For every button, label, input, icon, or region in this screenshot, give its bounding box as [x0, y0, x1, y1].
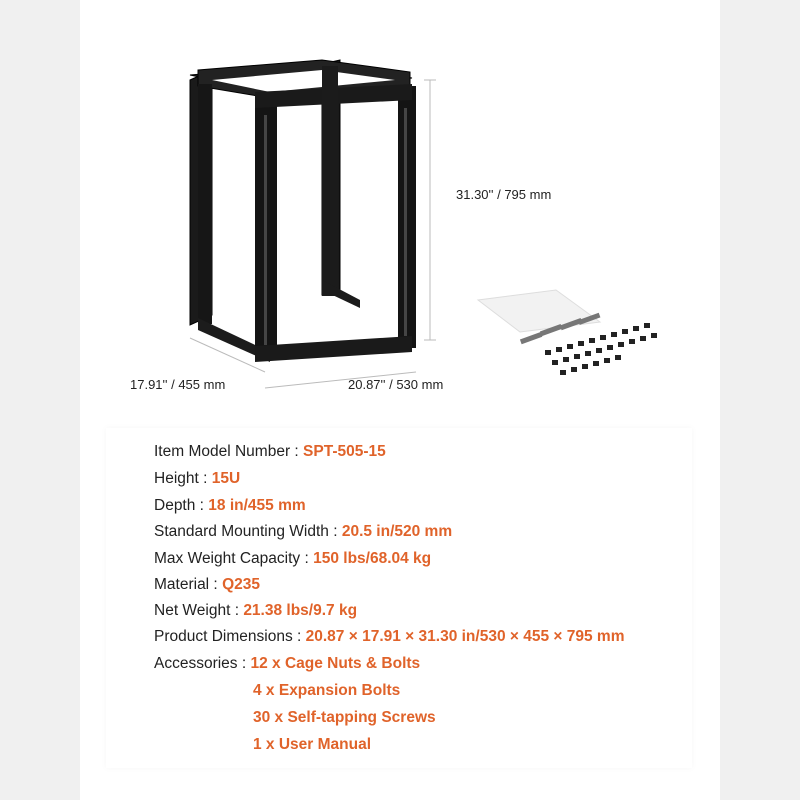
- accessory-item: 1 x User Manual: [253, 736, 372, 753]
- spec-label: Accessories :: [154, 655, 251, 672]
- spec-label: Net Weight :: [154, 602, 244, 619]
- spec-mounting-width: [154, 523, 452, 541]
- spec-label: Depth :: [154, 497, 209, 514]
- spec-model-number: [154, 443, 386, 461]
- spec-value: SPT-505-15: [303, 443, 386, 460]
- spec-value: 15U: [211, 470, 241, 487]
- spec-height: [154, 470, 240, 488]
- spec-depth: [154, 497, 306, 515]
- spec-label: Material :: [154, 576, 223, 593]
- spec-value: 21.38 lbs/9.7 kg: [243, 602, 358, 619]
- accessory-item: 4 x Expansion Bolts: [253, 682, 401, 699]
- spec-label: Standard Mounting Width :: [154, 523, 342, 540]
- spec-label: Height :: [154, 470, 212, 487]
- width-dimension-label: 20.87'' / 530 mm: [348, 377, 444, 392]
- spec-label: Item Model Number :: [154, 443, 304, 460]
- spec-label: Product Dimensions :: [154, 628, 306, 645]
- spec-value: 20.5 in/520 mm: [341, 523, 453, 540]
- spec-material: [154, 576, 260, 594]
- spec-value: 12 x Cage Nuts & Bolts: [250, 655, 421, 672]
- spec-value: Q235: [222, 576, 260, 593]
- spec-label: Max Weight Capacity :: [154, 550, 314, 567]
- height-dimension-label: 31.30'' / 795 mm: [456, 187, 552, 202]
- spec-value: 18 in/455 mm: [208, 497, 306, 514]
- spec-value: 150 lbs/68.04 kg: [313, 550, 432, 567]
- spec-accessories: [154, 655, 420, 673]
- spec-net-weight: [154, 602, 357, 620]
- spec-max-weight: [154, 550, 431, 568]
- depth-dimension-label: 17.91'' / 455 mm: [130, 377, 226, 392]
- accessory-item: 30 x Self-tapping Screws: [253, 709, 436, 726]
- spec-product-dimensions: [154, 628, 625, 646]
- spec-value: 20.87 × 17.91 × 31.30 in/530 × 455 × 795 mm: [305, 628, 625, 645]
